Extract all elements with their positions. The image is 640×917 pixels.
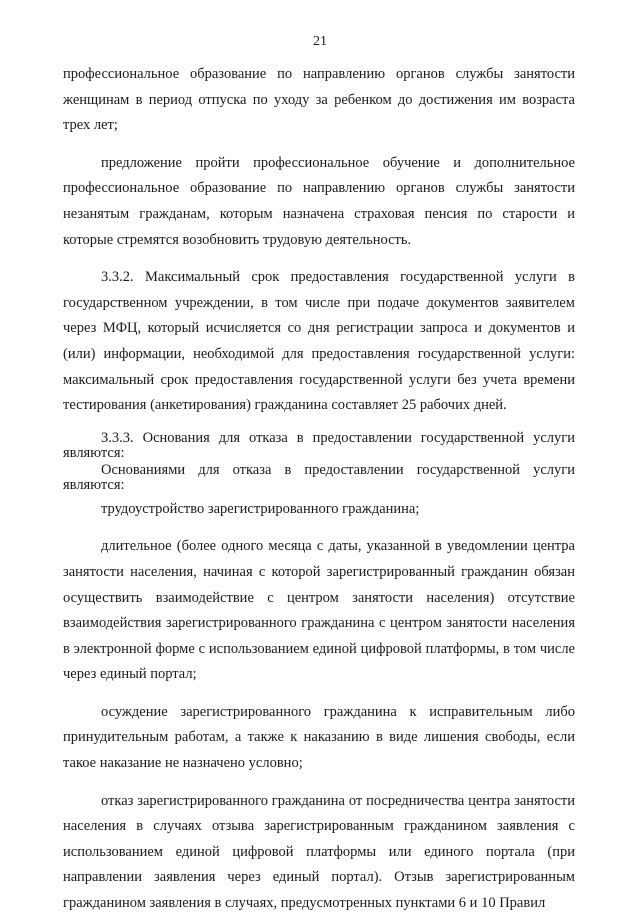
- paragraph-training-offer: предложение пройти профессиональное обучение и дополнительное профессиональное образование по направлению органов службы занятости незанятым гражданам, которым назначена страховая пенсия по старости и которые стремятся возобновить трудовую деятельность.: [63, 154, 575, 248]
- paragraph-refusal-mediation: отказ зарегистрированного гражданина от посредничества центра занятости населения в случаях отзыва зарегистрированным гражданином заявления с использованием единой цифровой платформы или единого портала (при направлении заявления через единый портал). Отзыв зарегистрированным гражданином заявления в случаях, предусмотренных пунктами 6 и 10 Правил: [63, 792, 575, 912]
- paragraph-refusal-grounds: Основаниями для отказа в предоставлении государственной услуги являются:: [63, 461, 575, 493]
- paragraph-employment: трудоустройство зарегистрированного гражданина;: [101, 500, 420, 517]
- paragraph-3-3-3: 3.3.3. Основания для отказа в предоставлении государственной услуги являются:: [63, 429, 575, 461]
- paragraph-long-absence: длительное (более одного месяца с даты, указанной в уведомлении центра занятости населения, начиная с которой зарегистрированный гражданин обязан осуществить взаимодействие с центром занятости населения) отсутствие взаимодействия зарегистрированного гражданина с центром занятости населения в электронной форме с использованием единой цифровой платформы, в том числе через единый портал;: [63, 538, 575, 683]
- document-body: [63, 62, 575, 917]
- paragraph-3-3-2: 3.3.2. Максимальный срок предоставления государственной услуги в государственном учреждении, в том числе при подаче документов заявителем через МФЦ, который исчисляется со дня регистрации запроса и документов и (или) информации, необходимой для предоставления государственной услуги: максимальный срок предоставления государственной услуги без учета времени тестирования (анкетирования) гражданина составляет 25 рабочих дней.: [63, 269, 575, 414]
- paragraph-conviction: осуждение зарегистрированного гражданина к исправительным либо принудительным работам, а также к наказанию в виде лишения свободы, если такое наказание не назначено условно;: [63, 703, 575, 772]
- paragraph-continuation: профессиональное образование по направлению органов службы занятости женщинам в период отпуска по уходу за ребенком до достижения им возраста трех лет;: [63, 66, 575, 134]
- page-number: 21: [313, 34, 327, 49]
